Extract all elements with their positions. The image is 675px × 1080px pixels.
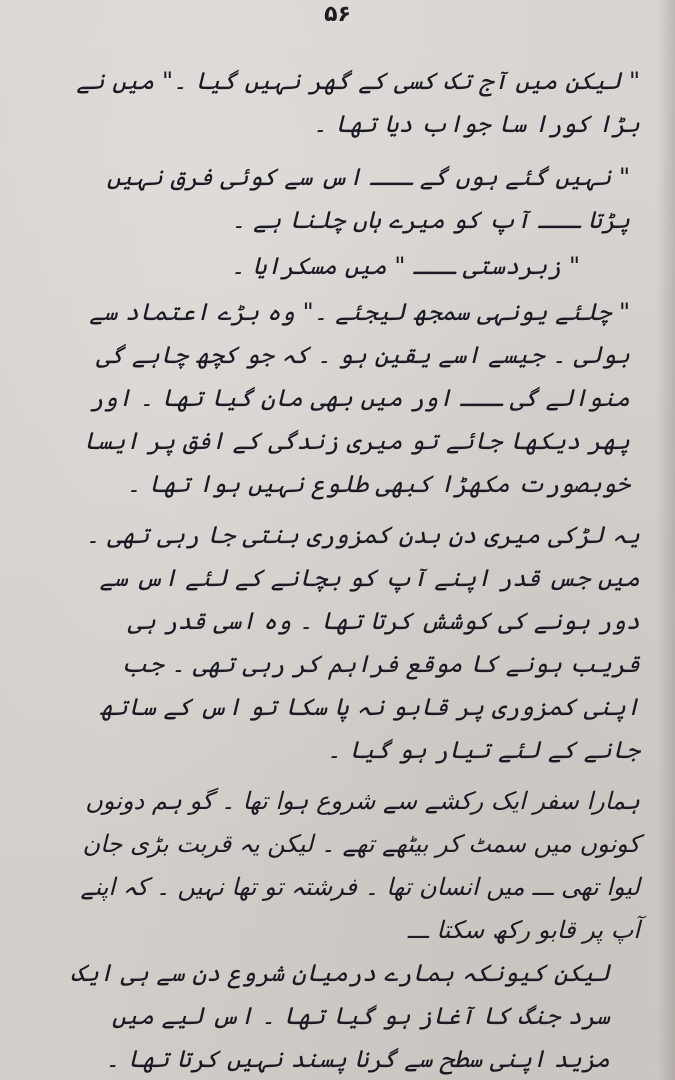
paragraph-7: لیکن کیونکہ ہمارے درمیان شروع دن سے ہی ایک سرد جنگ کا آغاز ہو گیا تھا ۔ اس لیے میں مزید اپنی سطح سے گرنا پسند نہیں کرتا تھا ۔ [70,959,610,1073]
page-edge-shadow [657,0,675,1080]
paragraph-3: " زبردستی ـــ " میں مسکرایا ۔ [230,252,580,280]
paragraph-5: یہ لڑکی میری دن بدن کمزوری بنتی جا رہی تھی ۔ میں جس قدر اپنے آپ کو بچانے کے لئے اس سے دور ہونے کی کوشش کرتا تھا ۔ وہ اسی قدر ہی قریب ہونے کا موقع فراہم کر رہی تھی ۔ جب اپنی کمزوری پر قابو نہ پا سکا تو اس کے ساتھ جانے کے لئے تیار ہو گیا ۔ [85,521,640,764]
paragraph-1: " لیکن میں آج تک کسی کے گھر نہیں گیا ۔" میں نے بڑا کورا سا جواب دیا تھا ۔ [76,67,640,138]
paragraph-6: ہمارا سفر ایک رکشے سے شروع ہوا تھا ۔ گو ہم دونوں کونوں میں سمٹ کر بیٹھے تھے ۔ لیکن یہ قربت بڑی جان لیوا تھی ـــ میں انسان تھا ۔ فرشتہ تو تھا نہیں ۔ کہ اپنے آپ پر قابو رکھ سکتا ـــ [80,787,640,944]
paragraph-4: " چلئے یونہی سمجھ لیجئے ۔" وہ بڑے اعتماد سے بولی ۔ جیسے اسے یقین ہو ۔ کہ جو کچھ چاہے گی منوالے گی ـــ اور میں بھی مان گیا تھا ۔ اور پھر دیکھا جائے تو میری زندگی کے افق پر ایسا خوبصورت مکھڑا کبھی طلوع نہیں ہوا تھا ۔ [83,298,630,498]
page-text [60,60,640,1080]
page-number: ۵۶ [324,2,351,27]
paragraph-2: " نہیں گئے ہوں گے ـــ اس سے کوئی فرق نہیں پڑتا ـــ آپ کو میرے ہاں چلنا ہے ۔ [106,163,630,234]
